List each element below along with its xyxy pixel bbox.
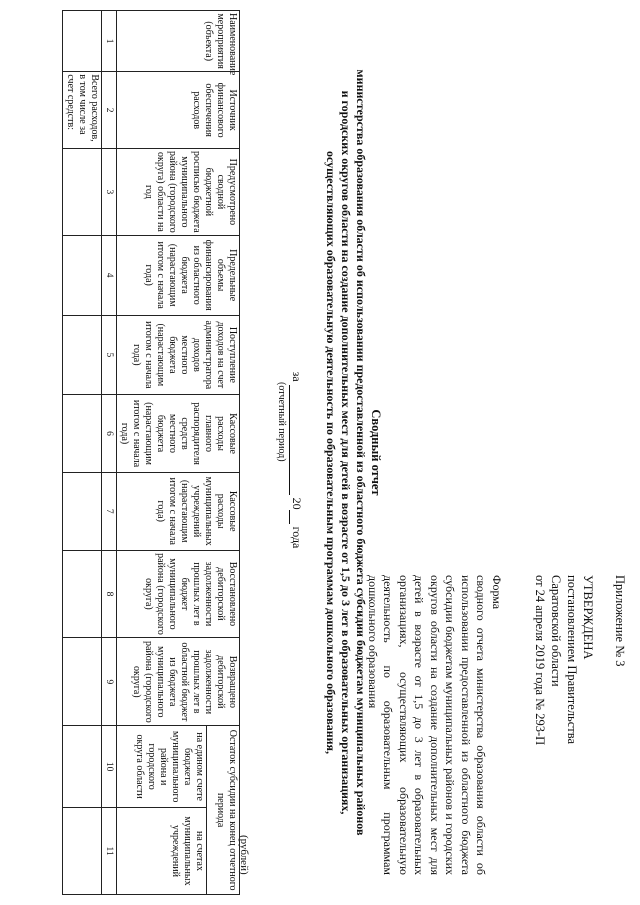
approved-date: от 24 апреля 2019 года № 293-П [533, 575, 547, 746]
table-header-row [207, 11, 240, 895]
col-number: 6 [102, 395, 117, 473]
cell-empty [63, 550, 102, 638]
cell-empty [63, 395, 102, 473]
cell-empty [63, 235, 102, 315]
report-line3: осуществляющих образовательную деятельность по образовательным программам дошкольного образования, [324, 150, 338, 755]
col-number: 7 [102, 472, 117, 550]
table-number-row [102, 11, 117, 895]
header-col8: Восстановлено дебиторской задолженности прошлых лет в бюджет муниципального района (городского округа) [117, 550, 240, 638]
col-number: 1 [102, 11, 117, 72]
cell-empty [63, 148, 102, 235]
cell-empty [63, 11, 102, 72]
cell-empty [63, 726, 102, 808]
header-col1: Наименование мероприятия (объекта) [117, 11, 240, 72]
form-block [365, 575, 505, 875]
cell-empty [63, 808, 102, 895]
cell-empty [63, 315, 102, 395]
header-col3: Предусмотрено сводной бюджетной росписью бюджета муниципального района (городского округа) области на год [117, 148, 240, 235]
period-blank [289, 385, 301, 495]
col-number: 8 [102, 550, 117, 638]
header-col7: Кассовые расходы муниципальных учреждений (нарастающим итогом с начала года) [117, 472, 240, 550]
cell-empty [63, 472, 102, 550]
appendix-number: Приложение № 3 [613, 575, 627, 667]
header-col10: на едином счете бюджета муниципального района и городского округа области [117, 726, 207, 808]
report-table [62, 10, 240, 895]
col-number: 2 [102, 72, 117, 149]
period-suffix: года [290, 526, 304, 549]
report-heading [323, 10, 384, 895]
spacer [596, 575, 612, 875]
col-number: 11 [102, 808, 117, 895]
header-col11: на счетах муниципальных учреждений [117, 808, 207, 895]
report-title: Сводный отчет [369, 409, 383, 496]
approved-by-line2: Саратовской области [549, 575, 563, 687]
col-number: 10 [102, 726, 117, 808]
header-col9: Возвращено дебиторской задолженности прошлых лет в областной бюджет из бюджета муниципального района (городского округа) [117, 638, 240, 726]
col-number: 9 [102, 638, 117, 726]
year-blank [289, 510, 301, 524]
form-description: сводного отчета министерства образования области об использовании предоставленной из областного бюджета субсидии бюджетам муниципальных районов и городских округов области на создание дополнительных мест для детей в возрасте от 1,5 до 3 лет в образовательных организациях, осуществляющих образовательную деятельность по образовательным программам дошкольного образования [366, 575, 489, 875]
report-line2: и городских округов области на создание дополнительных мест для детей в возрасте от 1,5 до 3 лет в образовательных организациях, [339, 90, 353, 815]
cell-empty [63, 638, 102, 726]
period-prefix: за [290, 371, 304, 382]
header-col6: Кассовые расходы главного распорядителя средств местного бюджета (нарастающим итогом с начала года) [117, 395, 240, 473]
header-col5: Поступление доходов на счет администратора доходов местного бюджета (нарастающим итогом с начала года) [117, 315, 240, 395]
period-hint: (отчетный период) [276, 382, 287, 462]
col-number: 5 [102, 315, 117, 395]
period-year: 20 [290, 497, 304, 510]
col-number: 3 [102, 148, 117, 235]
col-number: 4 [102, 235, 117, 315]
total-row-label: Всего расходов, в том числе за счет средств: [63, 72, 102, 149]
approved-by-line1: постановлением Правительства [565, 575, 579, 745]
approved-stamp: УТВЕРЖДЕНА [581, 575, 595, 660]
header-col4: Предельные объемы финансирования из областного бюджета (нарастающим итогом с начала года) [117, 235, 240, 315]
appendix-block [532, 575, 628, 875]
header-col-group: Остаток субсидии на конец отчетного периода [207, 726, 240, 895]
report-period [289, 360, 304, 560]
table-row-total [63, 11, 102, 895]
units-label: (рублей) [238, 835, 250, 875]
header-col2: Источник финансового обеспечения расходов [117, 72, 240, 149]
report-line1: министерства образования области об использовании предоставленной из областного бюджета субсидии бюджетам муниципальных районов [354, 69, 368, 836]
form-label: Форма [490, 575, 504, 610]
